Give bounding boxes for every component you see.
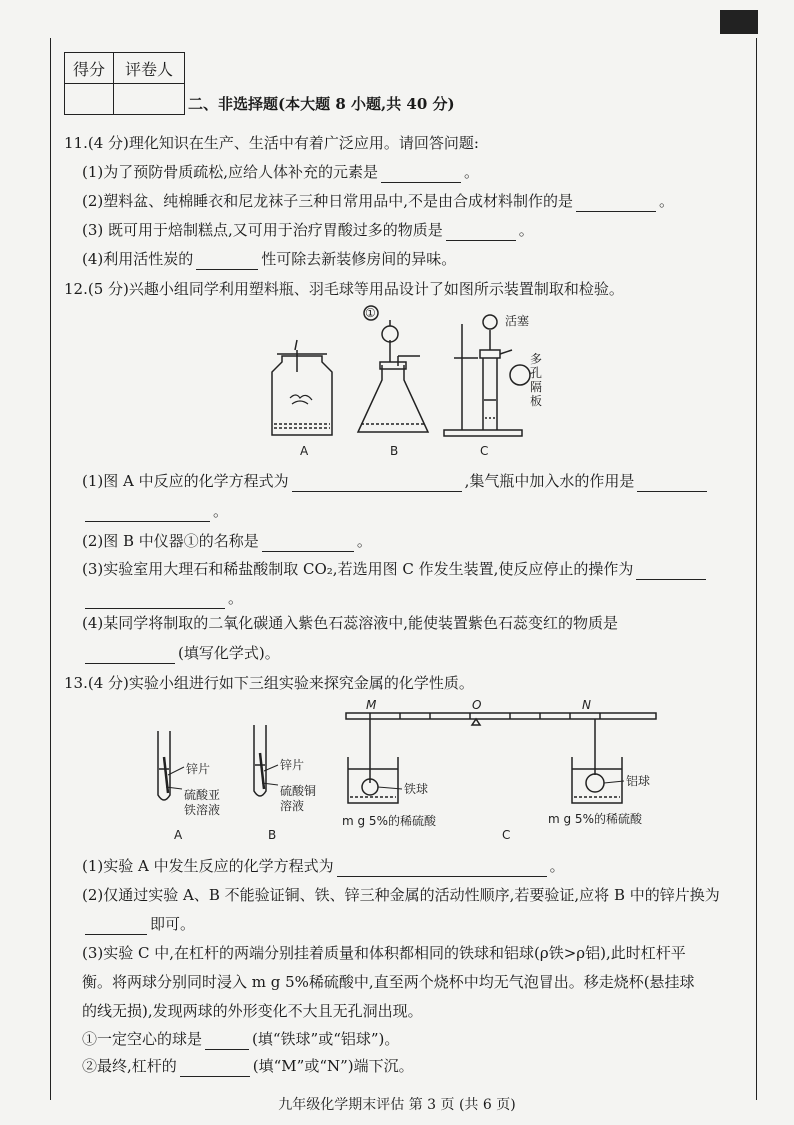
answer-blank[interactable]	[576, 195, 656, 212]
score-label: 得分	[65, 53, 114, 84]
answer-blank[interactable]	[85, 918, 147, 935]
corner-mark	[720, 10, 758, 34]
plate-label: 多孔隔板	[530, 352, 543, 408]
answer-blank[interactable]	[196, 253, 258, 270]
q12-part3: (3)实验室用大理石和稀盐酸制取 CO₂,若选用图 C 作发生装置,使反应停止的操作为	[82, 558, 709, 580]
answer-blank[interactable]	[636, 563, 706, 580]
lever-n-label: N	[582, 698, 591, 712]
fig-b-label: B	[268, 828, 277, 842]
solution-b-label-1: 硫酸铜	[280, 784, 317, 798]
q12-part1-end: 。	[82, 500, 228, 522]
answer-blank[interactable]	[292, 475, 462, 492]
q12-part3-end: 。	[82, 587, 243, 609]
answer-blank[interactable]	[337, 860, 547, 877]
q13-part3-sub1: ①一定空心的球是 (填“铁球”或“铝球”)。	[82, 1030, 400, 1048]
fig-a-label: A	[174, 828, 183, 842]
answer-blank[interactable]	[85, 592, 225, 609]
section-title: 二、非选择题(本大题 8 小题,共 40 分)	[188, 95, 455, 113]
q12-apparatus-figure	[250, 300, 550, 462]
q11-part4: (4)利用活性炭的 性可除去新装修房间的异味。	[82, 250, 457, 268]
solution-a-label-2: 铁溶液	[184, 803, 221, 817]
circle-one-label: ①	[365, 306, 376, 320]
grader-label: 评卷人	[114, 53, 185, 84]
score-table	[64, 52, 185, 115]
stand-c	[444, 315, 530, 436]
q12-stem: 12.(5 分)兴趣小组同学利用塑料瓶、羽毛球等用品设计了如图所示装置制取和检验。	[64, 280, 624, 298]
fig-c-label: C	[502, 828, 511, 842]
q13-stem: 13.(4 分)实验小组进行如下三组实验来探究金属的化学性质。	[64, 674, 474, 692]
lever-o-label: O	[472, 698, 482, 712]
q13-part3-line3: 的线无损),发现两球的外形变化不大且无孔洞出现。	[82, 1002, 423, 1020]
q13-metal-figure	[140, 695, 700, 845]
answer-blank[interactable]	[85, 505, 210, 522]
q13-part3-line2: 衡。将两球分别同时浸入 m g 5%稀硫酸中,直至两个烧杯中均无气泡冒出。移走烧杯(悬挂球	[82, 973, 695, 991]
q12-part2: (2)图 B 中仪器①的名称是 。	[82, 532, 372, 550]
fig-b-label: B	[390, 444, 399, 458]
q11-stem: 11.(4 分)理化知识在生产、生活中有着广泛应用。请回答问题:	[64, 134, 479, 152]
valve-label: 活塞	[505, 314, 530, 328]
solution-a-label-1: 硫酸亚	[184, 788, 221, 802]
q13-part3-sub2: ②最终,杠杆的 (填“M”或“N”)端下沉。	[82, 1057, 414, 1075]
fig-c-label: C	[480, 444, 489, 458]
q13-part3-line1: (3)实验 C 中,在杠杆的两端分别挂着质量和体积都相同的铁球和铝球(ρ铁>ρ铝),此时杠杆平	[82, 944, 686, 962]
answer-blank[interactable]	[180, 1060, 250, 1077]
answer-blank[interactable]	[85, 647, 175, 664]
answer-blank[interactable]	[637, 475, 707, 492]
q13-part2: (2)仅通过实验 A、B 不能验证铜、铁、锌三种金属的活动性顺序,若要验证,应将 B 中的锌片换为	[82, 886, 720, 904]
fig-a-label: A	[300, 444, 309, 458]
solution-b-label-2: 溶液	[280, 799, 305, 813]
bottle-a	[272, 340, 332, 435]
aluminum-ball-label: 铝球	[626, 774, 651, 788]
q12-part1: (1)图 A 中反应的化学方程式为 ,集气瓶中加入水的作用是	[82, 470, 710, 492]
iron-ball-label: 铁球	[404, 782, 429, 796]
score-cell	[65, 84, 114, 115]
lever-m-label: M	[366, 698, 377, 712]
page-footer: 九年级化学期末评估 第 3 页 (共 6 页)	[278, 1097, 516, 1113]
answer-blank[interactable]	[262, 535, 354, 552]
grader-cell	[114, 84, 185, 115]
q13-part2-end: 即可。	[82, 913, 195, 935]
acid-right-label: m g 5%的稀硫酸	[548, 812, 642, 826]
q13-part1: (1)实验 A 中发生反应的化学方程式为 。	[82, 857, 565, 875]
answer-blank[interactable]	[446, 224, 516, 241]
zinc-b-label: 锌片	[280, 758, 305, 772]
q11-part1: (1)为了预防骨质疏松,应给人体补充的元素是 。	[82, 163, 480, 181]
acid-left-label: m g 5%的稀硫酸	[342, 814, 436, 828]
q12-part4-end: (填写化学式)。	[82, 642, 280, 664]
q11-part2: (2)塑料盆、纯棉睡衣和尼龙袜子三种日常用品中,不是由合成材料制作的是 。	[82, 192, 675, 210]
flask-b	[358, 306, 428, 432]
answer-blank[interactable]	[205, 1033, 249, 1050]
zinc-a-label: 锌片	[186, 762, 211, 776]
answer-blank[interactable]	[381, 166, 461, 183]
q12-part4: (4)某同学将制取的二氧化碳通入紫色石蕊溶液中,能使装置紫色石蕊变红的物质是	[82, 614, 619, 632]
q11-part3: (3) 既可用于焙制糕点,又可用于治疗胃酸过多的物质是 。	[82, 221, 534, 239]
